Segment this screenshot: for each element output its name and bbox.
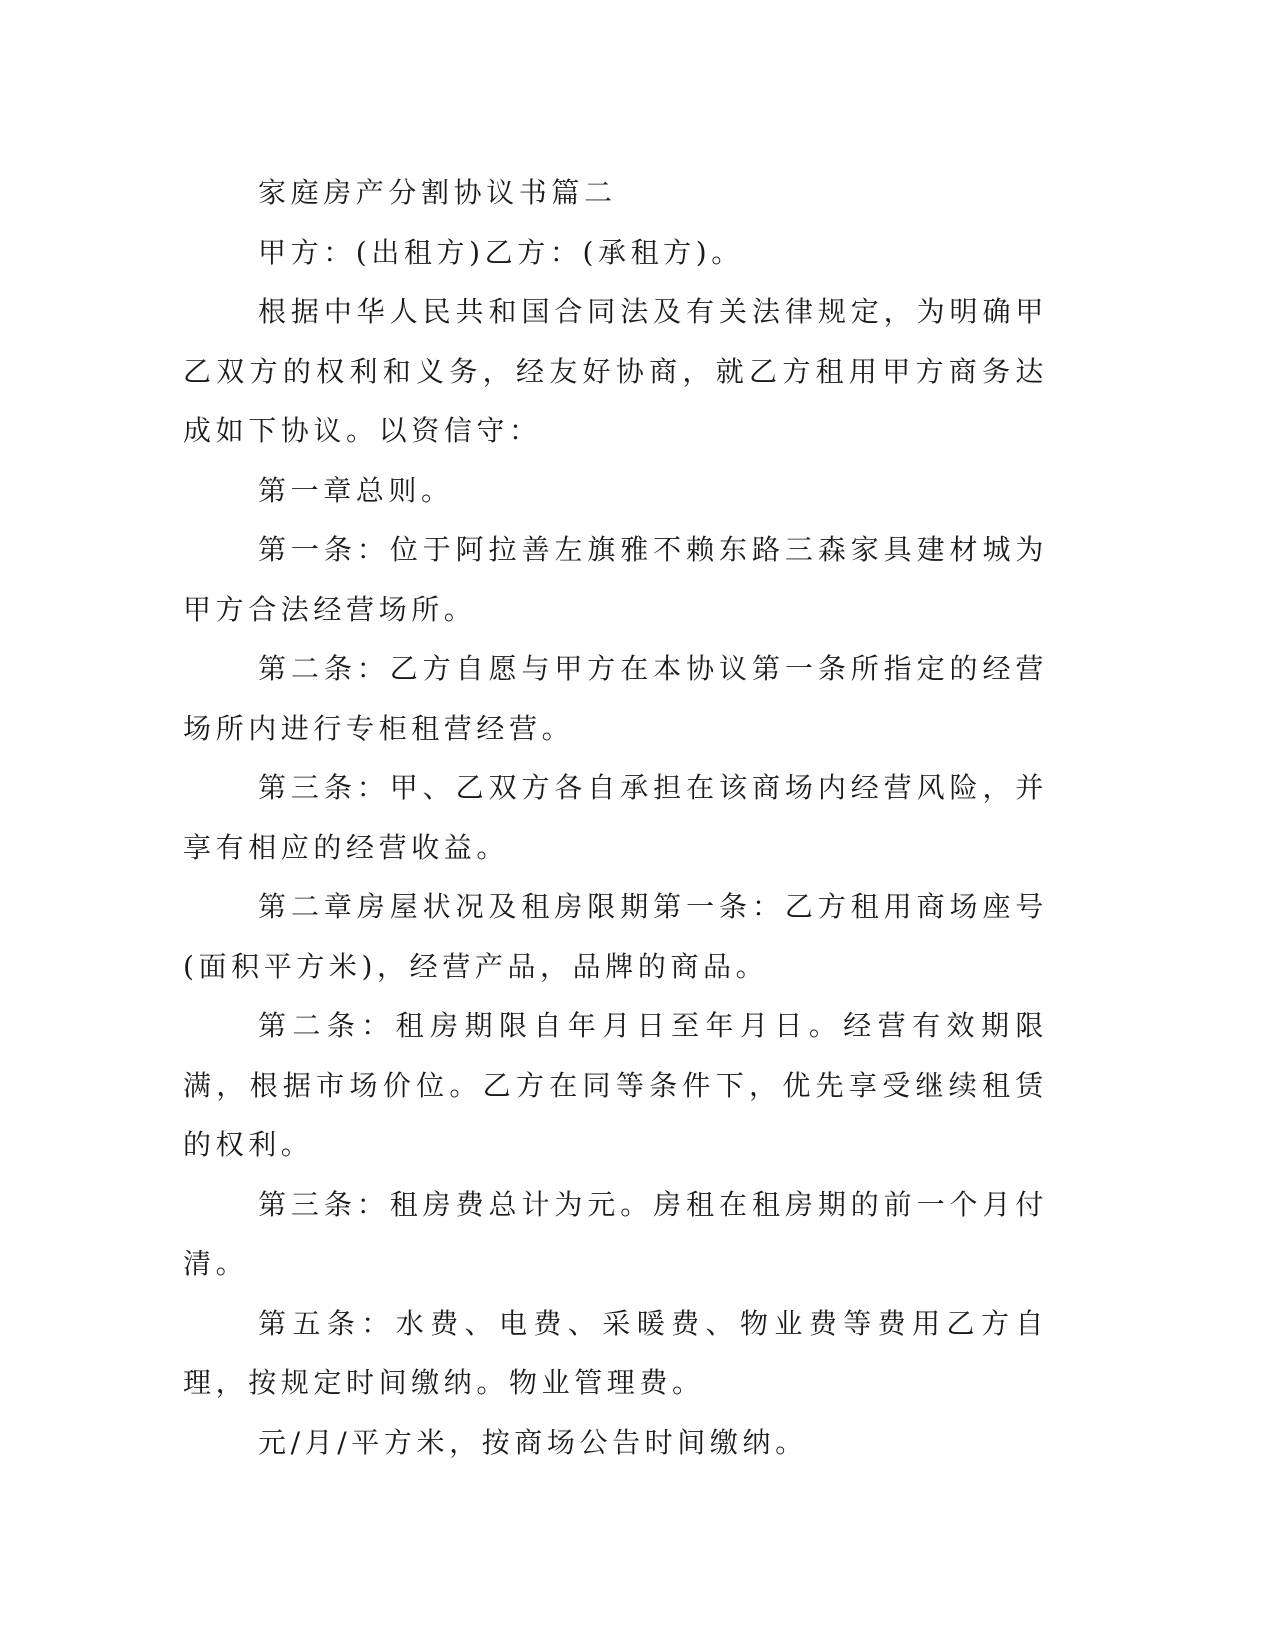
chapter-two-paragraph: 第二章房屋状况及租房限期第一条：乙方租用商场座号(面积平方米)，经营产品，品牌的商品。 bbox=[183, 890, 1048, 983]
document-body bbox=[183, 163, 1048, 1472]
article-paragraph: 第二条：租房期限自年月日至年月日。经营有效期限满，根据市场价位。乙方在同等条件下，优先享受继续租赁的权利。 bbox=[183, 1009, 1048, 1161]
article-paragraph: 第二条：乙方自愿与甲方在本协议第一条所指定的经营场所内进行专柜租营经营。 bbox=[183, 652, 1048, 745]
preamble-paragraph: 根据中华人民共和国合同法及有关法律规定，为明确甲乙双方的权利和义务，经友好协商，就乙方租用甲方商务达成如下协议。以资信守： bbox=[183, 295, 1048, 447]
article-paragraph: 第一条：位于阿拉善左旗雅不赖东路三森家具建材城为甲方合法经营场所。 bbox=[183, 533, 1048, 626]
article-paragraph: 第五条：水费、电费、采暖费、物业费等费用乙方自理，按规定时间缴纳。物业管理费。 bbox=[183, 1306, 1048, 1399]
fee-paragraph: 元/月/平方米，按商场公告时间缴纳。 bbox=[258, 1425, 808, 1459]
article-paragraph: 第三条：甲、乙双方各自承担在该商场内经营风险，并享有相应的经营收益。 bbox=[183, 771, 1048, 864]
article-paragraph: 第三条：租房费总计为元。房租在租房期的前一个月付清。 bbox=[183, 1187, 1048, 1280]
document-title-paragraph: 家庭房产分割协议书篇二 bbox=[258, 176, 617, 209]
parties-paragraph: 甲方：(出租方)乙方：(承租方)。 bbox=[258, 235, 744, 269]
chapter-one-heading: 第一章总则。 bbox=[258, 473, 454, 507]
